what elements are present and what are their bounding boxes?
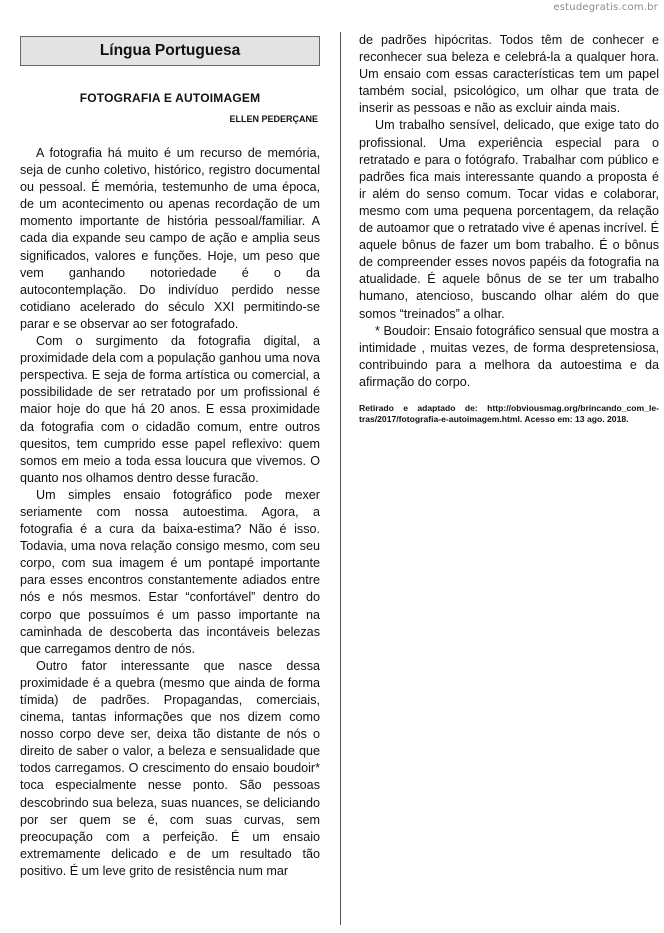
paragraph-2: Com o surgimento da fotografia digital, a proximidade dela com a população ganhou uma nova perspectiva. E seja de forma artística ou comercial, a possibilidade de ser retratado por um profissional é maior hoje do que há 20 anos. E essa proximidade da fotografia com o cidadão comum, entre outros quesitos, tem cumprido esse papel reflexivo: quem somos em meio a toda essa loucura que vivemos. O quanto nos olhamos dentro desse furacão. [20, 334, 320, 485]
right-column-text [359, 32, 659, 426]
paragraph-3: Um simples ensaio fotográfico pode mexer seriamente com nossa autoestima. Agora, a fotografia é a cura da baixa-estima? Não é isso. Todavia, uma nova relação consigo mesmo, com seu corpo, com sua imagem é um pontapé importante para esses encontros constantemente adiados entre nós e nós mesmos. Estar “confortável” dentro do corpo que possuímos é um passo importante na caminhada de descoberta das incontáveis belezas que carregamos dentro de nós. [20, 487, 320, 656]
source-citation: Retirado e adaptado de: http://obviousmag.org/brincando_com_le-tras/2017/fotografia-e-autoimagem.html. Acesso em: 13 ago. 2018. [359, 402, 659, 425]
article-author: ELLEN PEDERÇANE [229, 114, 318, 124]
paragraph-5: Um trabalho sensível, delicado, que exige tato do profissional. Uma experiência especial para o retratado e para o fotógrafo. Trabalhar com público e padrões fica mais interessante quando a proposta é ir além do senso comum. Tocar vidas e colaborar, mesmo com uma pequena porcentagem, da relação de autoamor que o retratado vive é apenas incrível. É aquele bônus de fazer um bom trabalho. É o bônus de compreender esses novos papéis da fotografia na atualidade. É aquele bônus de se ter um trabalho humano, atencioso, buscando olhar além do que somos “treinados” a olhar. [359, 118, 659, 321]
article-title: FOTOGRAFIA E AUTOIMAGEM [79, 91, 261, 105]
site-watermark: estudegratis.com.br [553, 2, 658, 13]
subject-title: Língua Portuguesa [99, 42, 241, 59]
subject-header [20, 36, 320, 66]
footnote-boudoir: * Boudoir: Ensaio fotográfico sensual que mostra a intimidade , muitas vezes, de forma despretensiosa, contribuindo para a melhora da autoestima e da afirmação do corpo. [359, 323, 659, 389]
paragraph-1: A fotografia há muito é um recurso de memória, seja de cunho coletivo, histórico, registro documental ou pessoal. É memória, testemunho de uma época, de um acontecimento ou apenas recordação de um momento importante de história pessoal/familiar. A cada dia expande seu campo de ação e amplia seus significados, valores e funções. Hoje, um peso que vem ganhando notoriedade é o da autocontemplação. Do indivíduo perdido nesse cotidiano acelerado do século XXI permitindo-se parar e se observar ao ser fotografado. [20, 146, 320, 331]
column-divider [340, 32, 341, 925]
paragraph-4: Outro fator interessante que nasce dessa proximidade é a quebra (mesmo que ainda de forma tímida) de padrões. Propagandas, comerciais, cinema, tantas informações que nos dizem como nosso corpo deve ser, deixa tão distante de nós o direito de saber o valor, a beleza e sensualidade que todos carregamos. O crescimento do ensaio boudoir* toca especialmente nesse ponto. São pessoas descobrindo sua beleza, suas nuances, se deliciando por ser quem se é, com suas curvas, sem preocupação com a perfeição. É um ensaio extremamente delicado e de um resultado tão positivo. É um leve grito de resistência num mar [20, 658, 320, 878]
paragraph-4-continued: de padrões hipócritas. Todos têm de conhecer e reconhecer sua beleza e celebrá-la a qualquer hora. Um ensaio com essas características tem um papel também social, psicológico, um olhar que trata de inserir as pessoas e não as excluir ainda mais. [359, 33, 659, 116]
left-column-text [20, 145, 320, 880]
